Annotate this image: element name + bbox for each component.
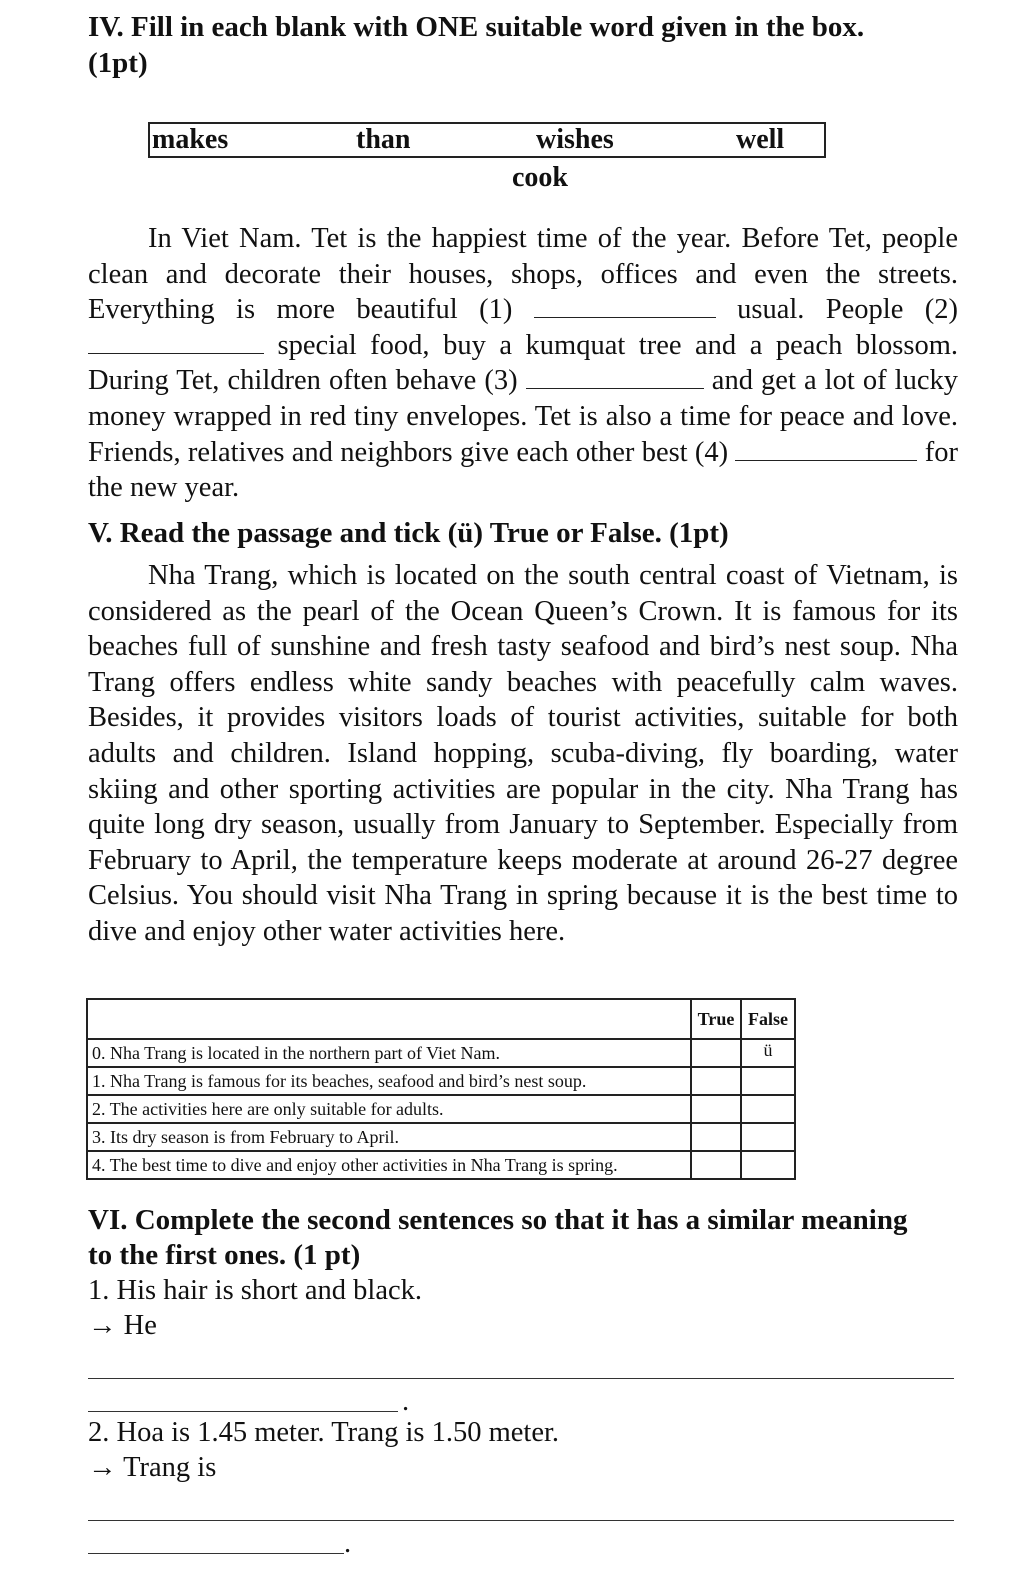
section-6-points: to the first ones. (1 pt): [88, 1239, 361, 1271]
answer-line-1b[interactable]: [88, 1411, 398, 1412]
table-row: [87, 1067, 795, 1095]
answer-1-period: .: [402, 1386, 410, 1417]
blank-2[interactable]: [88, 331, 264, 354]
true-cell[interactable]: [691, 1151, 741, 1179]
true-cell[interactable]: [691, 1039, 741, 1067]
section-5-passage: [88, 558, 958, 950]
false-cell[interactable]: [741, 1095, 795, 1123]
true-false-table: [86, 998, 796, 1180]
passage-segment: and get a lot of lucky money wrapped in red tiny envelopes. Tet is also a time for peace and love. Friends, relatives and neighbors give each other best (4): [88, 365, 958, 468]
true-cell[interactable]: [691, 1095, 741, 1123]
word-wishes: wishes: [536, 124, 614, 155]
table-header-row: [87, 999, 795, 1039]
header-blank-cell: [87, 999, 691, 1039]
answer-2-period: .: [344, 1528, 352, 1559]
table-row: [87, 1151, 795, 1179]
word-than: than: [356, 124, 411, 155]
section-4-title: IV. Fill in each blank with ONE suitable word given in the box.: [88, 11, 865, 43]
section-6-title: VI. Complete the second sentences so that it has a similar meaning: [88, 1204, 908, 1236]
answer-line-1a[interactable]: [88, 1378, 954, 1379]
true-cell[interactable]: [691, 1123, 741, 1151]
answer-line-2b[interactable]: [88, 1553, 344, 1554]
table-row: [87, 1123, 795, 1151]
statement-cell: 1. Nha Trang is famous for its beaches, seafood and bird’s nest soup.: [87, 1067, 691, 1095]
header-true: True: [691, 999, 741, 1039]
true-cell[interactable]: [691, 1067, 741, 1095]
header-false: False: [741, 999, 795, 1039]
section-4-passage: [88, 221, 958, 506]
table-row: [87, 1039, 795, 1067]
question-2: 2. Hoa is 1.45 meter. Trang is 1.50 meter.: [88, 1417, 560, 1448]
passage-text: Nha Trang, which is located on the south central coast of Vietnam, is considered as the pearl of the Ocean Queen’s Crown. It is famous for its beaches full of sunshine and fresh tasty seafood and bird’s nest soup. Nha Trang offers endless white sandy beaches with peacefully calm waves. Besides, it provides visitors loads of tourist activities, suitable for both adults and children. Island hopping, scuba-diving, fly boarding, water skiing and other sporting activities are popular in the city. Nha Trang has quite long dry season, usually from January to September. Especially from February to April, the temperature keeps moderate at around 26-27 degree Celsius. You should visit Nha Trang in spring because it is the best time to dive and enjoy other water activities here.: [88, 560, 958, 947]
question-1: 1. His hair is short and black.: [88, 1275, 423, 1306]
false-cell[interactable]: [741, 1067, 795, 1095]
word-well: well: [736, 124, 785, 155]
blank-4[interactable]: [735, 438, 917, 461]
false-cell[interactable]: ü: [741, 1039, 795, 1067]
statement-cell: 4. The best time to dive and enjoy other activities in Nha Trang is spring.: [87, 1151, 691, 1179]
word-makes: makes: [152, 124, 229, 155]
word-cook: cook: [512, 162, 568, 193]
section-4-points: (1pt): [88, 47, 148, 79]
false-cell[interactable]: [741, 1123, 795, 1151]
question-2-prompt: → Trang is: [88, 1452, 217, 1483]
passage-segment: In Viet Nam. Tet is the happiest time of the year. Before Tet, people clean and decorate their houses, shops, offices and even the streets. Everything is more beautiful (1): [88, 223, 958, 326]
passage-segment: special food, buy a kumquat tree and a peach blossom. During Tet, children often behave (3): [88, 329, 958, 397]
question-1-prompt: → He: [88, 1310, 157, 1341]
statement-cell: 3. Its dry season is from February to April.: [87, 1123, 691, 1151]
table-row: [87, 1095, 795, 1123]
false-cell[interactable]: [741, 1151, 795, 1179]
passage-segment: for the new year.: [88, 436, 958, 504]
blank-1[interactable]: [534, 295, 716, 318]
word-box: [148, 122, 826, 158]
section-5-title: V. Read the passage and tick (ü) True or False. (1pt): [88, 517, 729, 549]
statement-cell: 2. The activities here are only suitable for adults.: [87, 1095, 691, 1123]
blank-3[interactable]: [526, 366, 704, 389]
passage-segment: usual. People (2): [715, 294, 958, 326]
answer-line-2a[interactable]: [88, 1520, 954, 1521]
statement-cell: 0. Nha Trang is located in the northern part of Viet Nam.: [87, 1039, 691, 1067]
